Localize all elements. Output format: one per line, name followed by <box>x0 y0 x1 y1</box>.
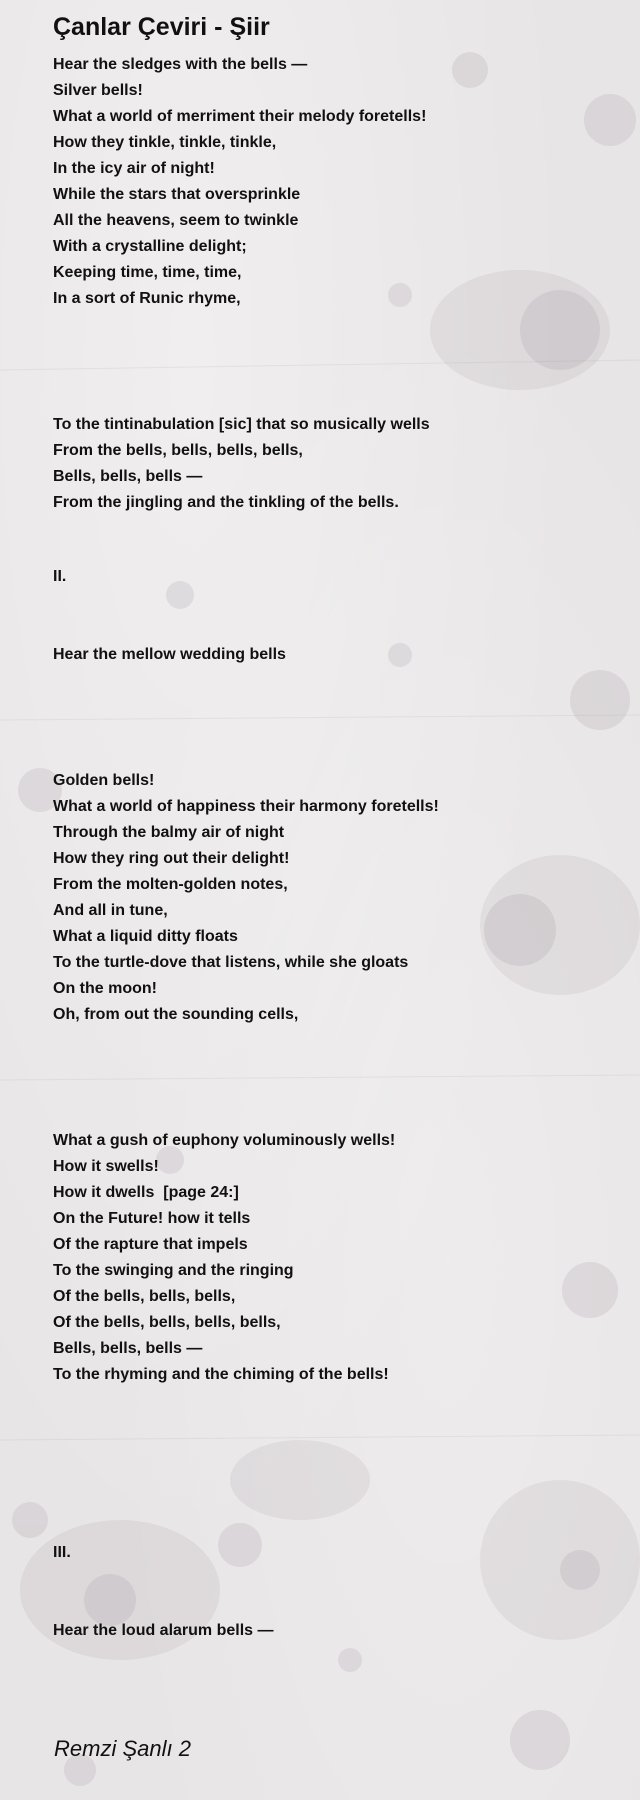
page-title: Çanlar Çeviri - Şiir <box>53 13 270 41</box>
poem-line: On the moon! <box>53 980 157 997</box>
poem-line: From the bells, bells, bells, bells, <box>53 442 303 459</box>
author-name: Remzi Şanlı 2 <box>54 1736 191 1761</box>
poem-line: To the tintinabulation [sic] that so musically wells <box>53 416 430 433</box>
poem-line: To the swinging and the ringing <box>53 1262 294 1279</box>
poem-line: All the heavens, seem to twinkle <box>53 212 299 229</box>
poem-line: In a sort of Runic rhyme, <box>53 290 241 307</box>
poem-line: What a liquid ditty floats <box>53 928 238 945</box>
poem-line: Bells, bells, bells — <box>53 468 203 485</box>
poem-line: What a world of happiness their harmony foretells! <box>53 798 439 815</box>
poem-line: How it swells! <box>53 1158 159 1175</box>
poem-line: What a gush of euphony voluminously wells! <box>53 1132 396 1149</box>
poem-line: From the molten-golden notes, <box>53 876 288 893</box>
poem-line: Of the bells, bells, bells, <box>53 1288 236 1305</box>
poem-line: On the Future! how it tells <box>53 1210 251 1227</box>
poem-line: How they ring out their delight! <box>53 850 290 867</box>
poem-line: Keeping time, time, time, <box>53 264 242 281</box>
poem-line: What a world of merriment their melody foretells! <box>53 108 427 125</box>
poem-line: Of the rapture that impels <box>53 1236 248 1253</box>
poem-line: Of the bells, bells, bells, bells, <box>53 1314 281 1331</box>
poem-line: While the stars that oversprinkle <box>53 186 301 203</box>
poem-line: To the rhyming and the chiming of the bells! <box>53 1366 389 1383</box>
poem-line: From the jingling and the tinkling of the bells. <box>53 494 399 511</box>
poem-line: Through the balmy air of night <box>53 824 285 841</box>
poem-line: Bells, bells, bells — <box>53 1340 203 1357</box>
poem-line: How they tinkle, tinkle, tinkle, <box>53 134 277 151</box>
section-heading: III. <box>53 1544 71 1561</box>
poem-line: In the icy air of night! <box>53 160 215 177</box>
poem-line: Golden bells! <box>53 772 155 789</box>
poem-line: Oh, from out the sounding cells, <box>53 1006 299 1023</box>
poem-line: How it dwells [page 24:] <box>53 1184 239 1201</box>
poem-line: Hear the mellow wedding bells <box>53 646 286 663</box>
poem-line: With a crystalline delight; <box>53 238 247 255</box>
poem-line: Hear the loud alarum bells — <box>53 1622 274 1639</box>
poem-line: And all in tune, <box>53 902 168 919</box>
poem-line: Hear the sledges with the bells — <box>53 56 308 73</box>
poem-line: To the turtle-dove that listens, while she gloats <box>53 954 409 971</box>
poem-line: Silver bells! <box>53 82 143 99</box>
poem-body <box>53 52 620 1644</box>
section-heading: II. <box>53 568 67 585</box>
